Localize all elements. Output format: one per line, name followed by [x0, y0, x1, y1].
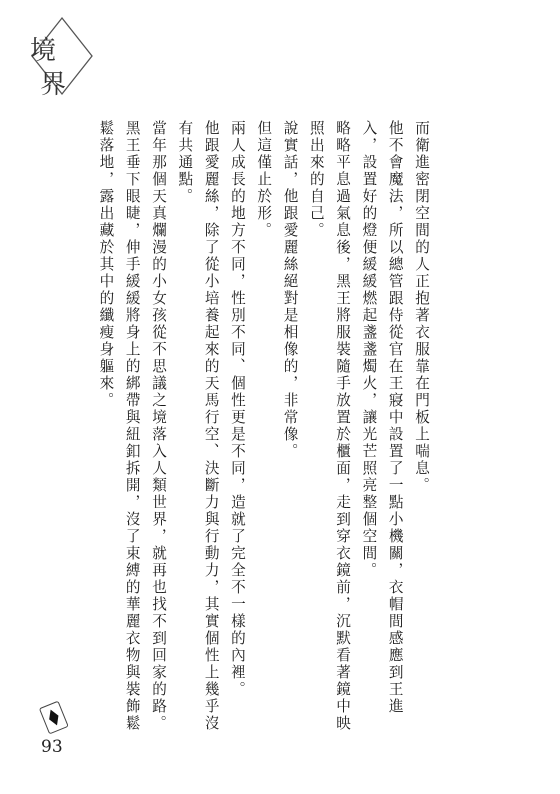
chapter-mark-char-2: 界	[40, 70, 67, 100]
paragraph: 而衛進密閉空間的人正抱著衣服靠在門板上喘息。	[413, 120, 430, 494]
paragraph: 他不會魔法，所以總管跟侍從官在王寢中設置了一點小機關，衣帽間感應到王進入，設置好的燈便緩緩燃起盞盞燭火，讓光芒照亮整個空間。	[360, 120, 404, 715]
paragraph: 略略平息過氣息後，黑王將服裝隨手放置於櫃面，走到穿衣鏡前，沉默看著鏡中映照出來的自己。	[307, 120, 352, 732]
card-diamond-icon	[36, 700, 76, 736]
paragraph: 黑王垂下眼睫，伸手緩緩將身上的綁帶與紐釦拆開，沒了束縛的華麗衣物與裝飾鬆鬆落地，露出藏於其中的纖瘦身軀來。	[97, 120, 141, 732]
body-text	[14, 120, 434, 740]
paragraph: 他跟愛麗絲，除了從小培養起來的天馬行空、決斷力與行動力，其實個性上幾乎沒有共通點。	[176, 120, 220, 732]
chapter-mark	[14, 16, 94, 100]
folio	[36, 700, 76, 770]
page-number: 93	[41, 737, 63, 757]
paragraph: 說實話，他跟愛麗絲絕對是相像的，非常像。	[281, 120, 299, 460]
paragraph: 但這僅止於形。	[255, 120, 273, 239]
chapter-mark-char-1: 境	[30, 36, 57, 66]
paragraph: 當年那個天真爛漫的小女孩從不思議之境落入人類世界，就再也找不到回家的路。	[150, 120, 168, 732]
paragraph: 兩人成長的地方不同，性別不同、個性更是不同，造就了完全不一樣的內裡。	[228, 120, 246, 698]
